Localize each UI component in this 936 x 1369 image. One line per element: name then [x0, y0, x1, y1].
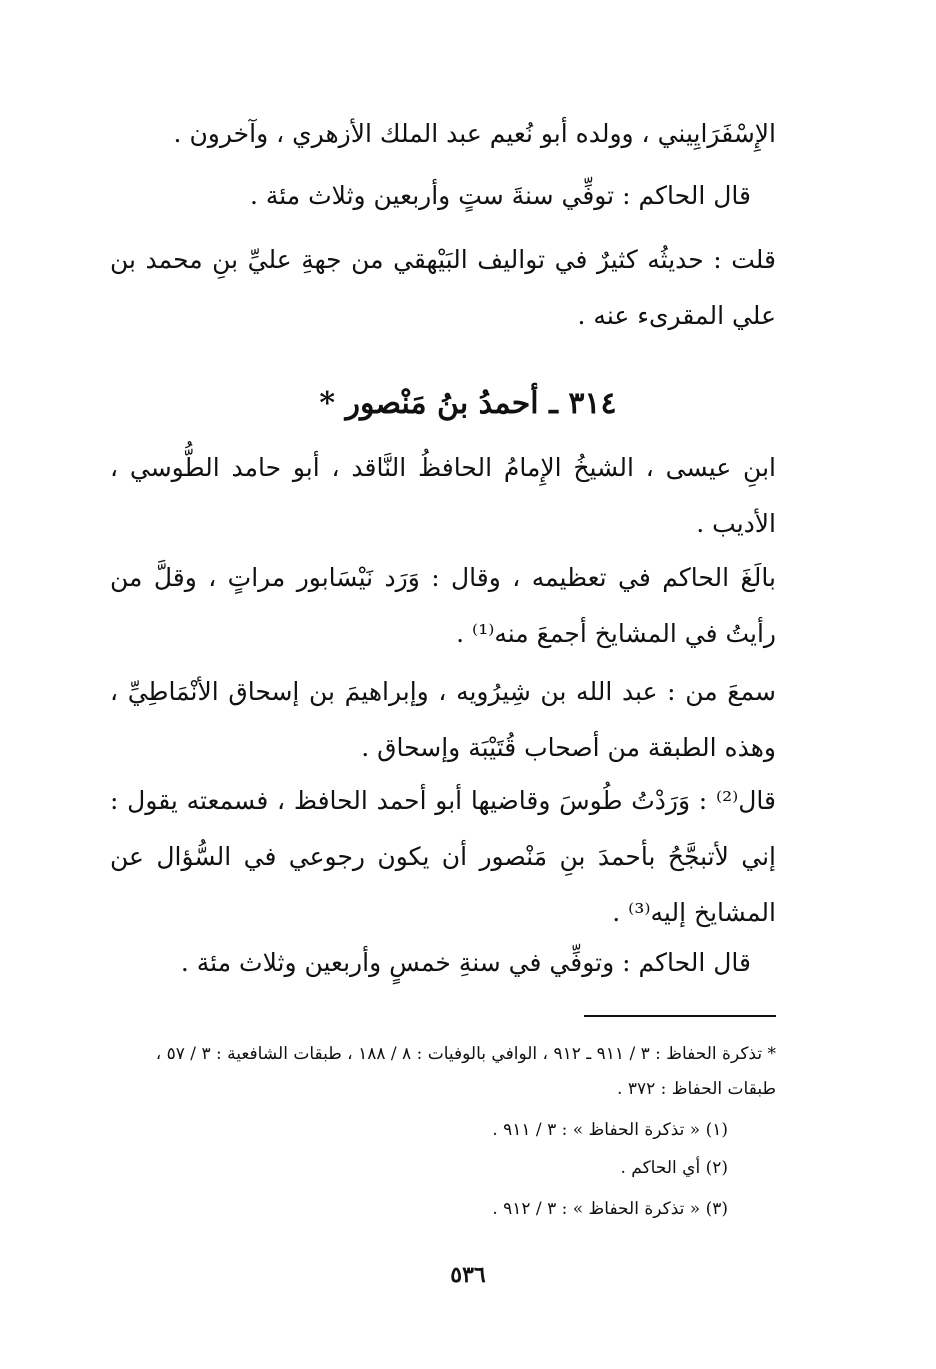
paragraph-5: بالَغَ الحاكم في تعظيمه ، وقال : وَرَد نَيْسَابور مراتٍ ، وقلَّ من رأيتُ في المشايخ أجمعَ منه⁽¹⁾ . [110, 563, 776, 648]
paragraph-6: سمعَ من : عبد الله بن شِيرُويه ، وإبراهيمَ بن إسحاق الأنْمَاطِيِّ ، وهذه الطبقة من أصحاب قُتَيْبَة وإسحاق . [110, 677, 776, 762]
page-number: ٥٣٦ [450, 1262, 486, 1288]
paragraph-7: قال⁽²⁾ : وَرَدْتُ طُوسَ وقاضيها أبو أحمد الحافظ ، فسمعته يقول : إني لأتبجَّحُ بأحمدَ بنِ مَنْصور أن يكون رجوعي في السُّؤال عن المشايخ إليه⁽³⁾ . [110, 786, 776, 927]
paragraph-2: قال الحاكم : توفِّي سنةَ ستٍ وأربعين وثلاث مئة . [249, 181, 751, 210]
footnote-separator [584, 1015, 776, 1017]
paragraph-1: الإِسْفَرَايِيني ، وولده أبو نُعيم عبد الملك الأزهري ، وآخرون . [173, 119, 776, 148]
paragraph-3: قلت : حديثُه كثيرٌ في تواليف البَيْهقي من جهةِ عليِّ بنِ محمد بن علي المقرىء عنه . [110, 245, 776, 330]
paragraph-4: ابنِ عيسى ، الشيخُ الإِمامُ الحافظُ النَّاقد ، أبو حامد الطُّوسي ، الأديب . [110, 453, 776, 538]
footnote-3: (٣) « تذكرة الحفاظ » : ٣ / ٩١٢ . [492, 1199, 728, 1219]
footnote-1: (١) « تذكرة الحفاظ » : ٣ / ٩١١ . [492, 1120, 728, 1140]
paragraph-8: قال الحاكم : وتوفِّي في سنةِ خمسٍ وأربعين وثلاث مئة . [180, 948, 751, 977]
entry-heading: ٣١٤ ـ أحمدُ بنُ مَنْصور * [319, 386, 617, 421]
footnote-2: (٢) أي الحاكم . [620, 1158, 728, 1178]
footnote-source: * تذكرة الحفاظ : ٣ / ٩١١ ـ ٩١٢ ، الوافي بالوفيات : ٨ / ١٨٨ ، طبقات الشافعية : ٣ / ٥٧ ، طبقات الحفاظ : ٣٧٢ . [155, 1044, 776, 1099]
